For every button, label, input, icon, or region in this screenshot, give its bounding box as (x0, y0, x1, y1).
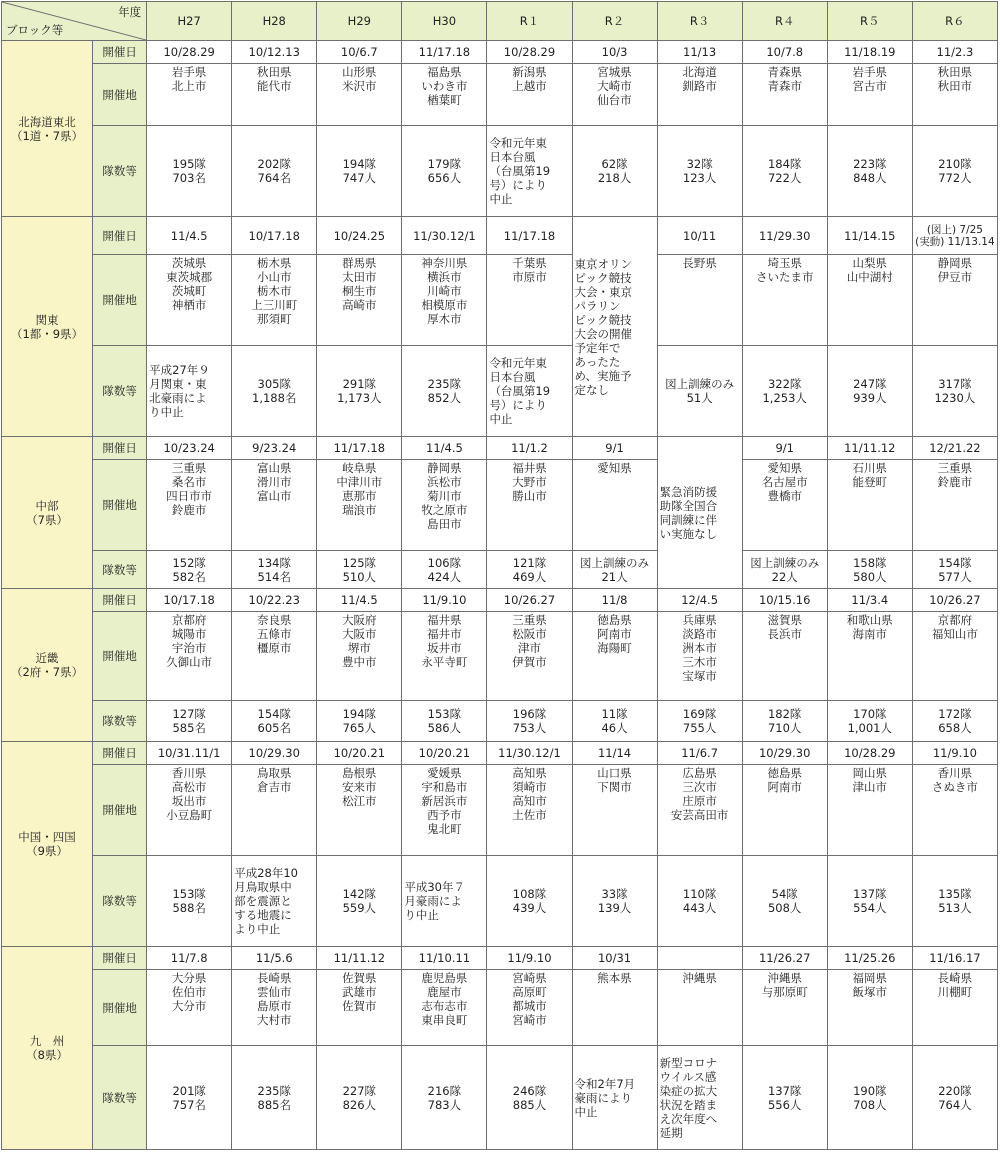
venue-cell: 愛知県 (572, 460, 657, 551)
teams-cell: 235隊 885名 (232, 1046, 317, 1150)
teams-cell: 図上訓練のみ 51人 (657, 346, 742, 437)
teams-cell: 108隊 439人 (487, 856, 572, 947)
year-header: R１ (487, 2, 572, 41)
date-row (2, 947, 998, 970)
date-row (2, 41, 998, 64)
block-name: 北海道東北 （1道・7県） (2, 41, 93, 217)
date-cell: 11/26.27 (742, 947, 827, 970)
venue-cell: 岐阜県 中津川市 恵那市 瑞浪市 (317, 460, 402, 551)
date-cell: 11/3.4 (827, 589, 912, 612)
teams-row (2, 551, 998, 589)
teams-cell: 125隊 510人 (317, 551, 402, 589)
venue-cell: 長野県 (657, 255, 742, 346)
row-label-venue: 開催地 (93, 460, 147, 551)
date-cell: 10/28.29 (147, 41, 232, 64)
venue-cell: 愛知県 名古屋市 豊橋市 (742, 460, 827, 551)
date-cell: 10/3 (572, 41, 657, 64)
teams-row (2, 126, 998, 217)
date-cell: 11/6.7 (657, 742, 742, 765)
teams-cell: 317隊 1230人 (912, 346, 997, 437)
date-cell: 11/17.18 (402, 41, 487, 64)
date-cell: 11/17.18 (487, 217, 572, 255)
date-cell: 10/26.27 (912, 589, 997, 612)
teams-cell: 152隊 582名 (147, 551, 232, 589)
teams-cell: 11隊 46人 (572, 701, 657, 742)
venue-cell: 沖縄県 (657, 970, 742, 1046)
venue-cell: 徳島県 阿南市 (742, 765, 827, 856)
teams-cell: 195隊 703名 (147, 126, 232, 217)
row-label-venue: 開催地 (93, 970, 147, 1046)
venue-cell: 長崎県 川棚町 (912, 970, 997, 1046)
teams-cell: 137隊 556人 (742, 1046, 827, 1150)
teams-cell: 137隊 554人 (827, 856, 912, 947)
date-cell: 11/14.15 (827, 217, 912, 255)
venue-cell: 徳島県 阿南市 海陽町 (572, 612, 657, 701)
venue-row (2, 255, 998, 346)
venue-row (2, 612, 998, 701)
venue-cell: 新潟県 上越市 (487, 64, 572, 126)
block-name: 近畿 （2府・7県） (2, 589, 93, 742)
date-cell: 10/26.27 (487, 589, 572, 612)
date-cell: 11/29.30 (742, 217, 827, 255)
date-cell: 10/11 (657, 217, 742, 255)
date-cell: 10/7.8 (742, 41, 827, 64)
venue-cell: 滋賀県 長浜市 (742, 612, 827, 701)
teams-note-cell: 平成27年９ 月関東・東 北豪雨によ り中止 (147, 346, 232, 437)
date-cell: 11/9.10 (912, 742, 997, 765)
date-cell: 11/11.12 (317, 947, 402, 970)
date-cell: 11/8 (572, 589, 657, 612)
teams-cell: 235隊 852人 (402, 346, 487, 437)
r2-cancellation-note: 東京オリン ピック競技 大会・東京 パラリン ピック競技 大会の開催 予定年で あったた め、実施予 定なし (572, 217, 657, 437)
teams-cell: 33隊 139人 (572, 856, 657, 947)
date-row (2, 437, 998, 460)
date-cell: 10/20.21 (402, 742, 487, 765)
teams-cell: 210隊 772人 (912, 126, 997, 217)
row-label-teams: 隊数等 (93, 856, 147, 947)
teams-row (2, 346, 998, 437)
date-row (2, 217, 998, 255)
teams-cell: 182隊 710人 (742, 701, 827, 742)
venue-cell: 福井県 福井市 坂井市 永平寺町 (402, 612, 487, 701)
teams-note-cell: 平成28年10 月鳥取県中 部を震源と する地震に より中止 (232, 856, 317, 947)
venue-cell: 香川県 高松市 坂出市 小豆島町 (147, 765, 232, 856)
teams-cell: 62隊 218人 (572, 126, 657, 217)
venue-cell: 山口県 下関市 (572, 765, 657, 856)
venue-cell: 島根県 安来市 松江市 (317, 765, 402, 856)
date-cell: 11/1.2 (487, 437, 572, 460)
date-cell (657, 947, 742, 970)
year-header: R４ (742, 2, 827, 41)
date-cell: 11/30.12/1 (487, 742, 572, 765)
venue-cell: 岡山県 津山市 (827, 765, 912, 856)
teams-cell: 172隊 658人 (912, 701, 997, 742)
venue-cell: 埼玉県 さいたま市 (742, 255, 827, 346)
row-label-date: 開催日 (93, 742, 147, 765)
date-cell: 10/24.25 (317, 217, 402, 255)
year-header: R２ (572, 2, 657, 41)
teams-cell: 142隊 559人 (317, 856, 402, 947)
date-cell: 10/17.18 (147, 589, 232, 612)
date-cell: 11/11.12 (827, 437, 912, 460)
teams-cell: 54隊 508人 (742, 856, 827, 947)
row-label-venue: 開催地 (93, 64, 147, 126)
teams-cell: 194隊 765人 (317, 701, 402, 742)
venue-cell: 熊本県 (572, 970, 657, 1046)
teams-cell: 184隊 722人 (742, 126, 827, 217)
teams-cell: 322隊 1,253人 (742, 346, 827, 437)
venue-cell: 青森県 青森市 (742, 64, 827, 126)
teams-cell: 291隊 1,173人 (317, 346, 402, 437)
teams-cell: 154隊 577人 (912, 551, 997, 589)
teams-cell: 305隊 1,188名 (232, 346, 317, 437)
row-label-teams: 隊数等 (93, 1046, 147, 1150)
date-cell: 11/7.8 (147, 947, 232, 970)
corner-year-label: 年度 (118, 5, 142, 19)
venue-cell: 三重県 鈴鹿市 (912, 460, 997, 551)
drill-schedule-table (1, 1, 998, 1150)
venue-cell: 栃木県 小山市 栃木市 上三川町 那須町 (232, 255, 317, 346)
venue-cell: 福島県 いわき市 楢葉町 (402, 64, 487, 126)
year-header: H27 (147, 2, 232, 41)
header-row (2, 2, 998, 41)
venue-cell: 茨城県 東茨城郡 茨城町 神栖市 (147, 255, 232, 346)
teams-cell: 201隊 757名 (147, 1046, 232, 1150)
venue-row (2, 460, 998, 551)
venue-cell: 和歌山県 海南市 (827, 612, 912, 701)
teams-cell: 図上訓練のみ 22人 (742, 551, 827, 589)
teams-row (2, 701, 998, 742)
teams-cell: 216隊 783人 (402, 1046, 487, 1150)
date-cell: 9/1 (742, 437, 827, 460)
date-cell: 10/31 (572, 947, 657, 970)
row-label-teams: 隊数等 (93, 551, 147, 589)
venue-cell: 秋田県 能代市 (232, 64, 317, 126)
venue-cell: 大分県 佐伯市 大分市 (147, 970, 232, 1046)
venue-cell: 高知県 須崎市 高知市 土佐市 (487, 765, 572, 856)
date-cell: 11/14 (572, 742, 657, 765)
teams-cell: 202隊 764名 (232, 126, 317, 217)
venue-cell: 三重県 桑名市 四日市市 鈴鹿市 (147, 460, 232, 551)
date-cell: 10/15.16 (742, 589, 827, 612)
venue-cell: 富山県 滑川市 富山市 (232, 460, 317, 551)
teams-cell: 169隊 755人 (657, 701, 742, 742)
venue-cell: 山形県 米沢市 (317, 64, 402, 126)
date-cell: 10/31.11/1 (147, 742, 232, 765)
venue-cell: 佐賀県 武雄市 佐賀市 (317, 970, 402, 1046)
venue-cell: 三重県 松阪市 津市 伊賀市 (487, 612, 572, 701)
venue-cell: 福井県 大野市 勝山市 (487, 460, 572, 551)
teams-cell: 153隊 588名 (147, 856, 232, 947)
date-cell: 10/23.24 (147, 437, 232, 460)
venue-cell: 宮城県 大崎市 仙台市 (572, 64, 657, 126)
block-name: 関東 （1都・9県） (2, 217, 93, 437)
venue-cell: 宮崎県 高原町 都城市 宮崎市 (487, 970, 572, 1046)
date-row (2, 589, 998, 612)
date-row (2, 742, 998, 765)
teams-cell: 227隊 826人 (317, 1046, 402, 1150)
teams-cell: 32隊 123人 (657, 126, 742, 217)
venue-cell: 京都府 福知山市 (912, 612, 997, 701)
date-cell: 11/2.3 (912, 41, 997, 64)
teams-note-cell: 令和2年7月 豪雨により 中止 (572, 1046, 657, 1150)
venue-cell: 奈良県 五條市 橿原市 (232, 612, 317, 701)
teams-cell: 158隊 580人 (827, 551, 912, 589)
date-cell: 11/9.10 (402, 589, 487, 612)
venue-cell: 千葉県 市原市 (487, 255, 572, 346)
date-cell: (図上) 7/25 (実動) 11/13.14 (912, 217, 997, 255)
date-cell: 11/16.17 (912, 947, 997, 970)
date-cell: 12/4.5 (657, 589, 742, 612)
year-header: H28 (232, 2, 317, 41)
teams-cell: 247隊 939人 (827, 346, 912, 437)
venue-row (2, 64, 998, 126)
teams-cell: 153隊 586人 (402, 701, 487, 742)
date-cell: 11/10.11 (402, 947, 487, 970)
date-cell: 10/28.29 (487, 41, 572, 64)
teams-row (2, 1046, 998, 1150)
year-header: H30 (402, 2, 487, 41)
date-cell: 11/30.12/1 (402, 217, 487, 255)
venue-cell: 静岡県 浜松市 菊川市 牧之原市 島田市 (402, 460, 487, 551)
venue-cell: 兵庫県 淡路市 洲本市 三木市 宝塚市 (657, 612, 742, 701)
year-header: R３ (657, 2, 742, 41)
teams-cell: 170隊 1,001人 (827, 701, 912, 742)
venue-cell: 鳥取県 倉吉市 (232, 765, 317, 856)
corner-header (2, 2, 147, 41)
venue-cell: 大阪府 大阪市 堺市 豊中市 (317, 612, 402, 701)
teams-cell: 106隊 424人 (402, 551, 487, 589)
r3-cancellation-note: 緊急消防援 助隊全国合 同訓練に伴 い実施なし (657, 437, 742, 589)
teams-cell: 134隊 514名 (232, 551, 317, 589)
teams-cell: 190隊 708人 (827, 1046, 912, 1150)
venue-cell: 広島県 三次市 庄原市 安芸高田市 (657, 765, 742, 856)
venue-cell: 福岡県 飯塚市 (827, 970, 912, 1046)
teams-cell: 223隊 848人 (827, 126, 912, 217)
row-label-venue: 開催地 (93, 255, 147, 346)
block-name: 中国・四国 （9県） (2, 742, 93, 947)
teams-row (2, 856, 998, 947)
date-cell: 11/25.26 (827, 947, 912, 970)
row-label-date: 開催日 (93, 589, 147, 612)
venue-cell: 長崎県 雲仙市 島原市 大村市 (232, 970, 317, 1046)
date-cell: 10/29.30 (232, 742, 317, 765)
row-label-venue: 開催地 (93, 765, 147, 856)
date-cell: 10/12.13 (232, 41, 317, 64)
year-header: H29 (317, 2, 402, 41)
date-cell: 11/4.5 (147, 217, 232, 255)
date-cell: 12/21.22 (912, 437, 997, 460)
venue-cell: 静岡県 伊豆市 (912, 255, 997, 346)
row-label-teams: 隊数等 (93, 346, 147, 437)
row-label-teams: 隊数等 (93, 126, 147, 217)
venue-cell: 沖縄県 与那原町 (742, 970, 827, 1046)
date-cell: 11/13 (657, 41, 742, 64)
year-header: R５ (827, 2, 912, 41)
venue-cell: 岩手県 宮古市 (827, 64, 912, 126)
venue-cell: 鹿児島県 鹿屋市 志布志市 東串良町 (402, 970, 487, 1046)
date-cell: 11/17.18 (317, 437, 402, 460)
teams-cell: 121隊 469人 (487, 551, 572, 589)
teams-cell: 194隊 747人 (317, 126, 402, 217)
venue-cell: 愛媛県 宇和島市 新居浜市 西予市 鬼北町 (402, 765, 487, 856)
date-cell: 10/6.7 (317, 41, 402, 64)
block-name: 中部 （7県） (2, 437, 93, 589)
venue-cell: 秋田県 秋田市 (912, 64, 997, 126)
teams-note-cell: 新型コロナ ウイルス感 染症の拡大 状況を踏ま え次年度へ 延期 (657, 1046, 742, 1150)
corner-block-label: ブロック等 (6, 23, 64, 37)
venue-cell: 神奈川県 横浜市 川崎市 相模原市 厚木市 (402, 255, 487, 346)
year-header: R６ (912, 2, 997, 41)
venue-cell: 香川県 さぬき市 (912, 765, 997, 856)
teams-cell: 127隊 585名 (147, 701, 232, 742)
row-label-date: 開催日 (93, 217, 147, 255)
row-label-teams: 隊数等 (93, 701, 147, 742)
date-cell: 10/22.23 (232, 589, 317, 612)
date-cell: 11/9.10 (487, 947, 572, 970)
row-label-venue: 開催地 (93, 612, 147, 701)
teams-note-cell: 令和元年東 日本台風 （台風第19 号）により 中止 (487, 126, 572, 217)
venue-row (2, 765, 998, 856)
venue-cell: 山梨県 山中湖村 (827, 255, 912, 346)
date-cell: 9/23.24 (232, 437, 317, 460)
teams-cell: 135隊 513人 (912, 856, 997, 947)
venue-cell: 石川県 能登町 (827, 460, 912, 551)
teams-cell: 246隊 885人 (487, 1046, 572, 1150)
block-name: 九 州 （8県） (2, 947, 93, 1150)
teams-cell: 179隊 656人 (402, 126, 487, 217)
venue-cell: 群馬県 太田市 桐生市 高崎市 (317, 255, 402, 346)
date-cell: 10/28.29 (827, 742, 912, 765)
teams-cell: 154隊 605名 (232, 701, 317, 742)
teams-cell: 110隊 443人 (657, 856, 742, 947)
date-cell: 11/4.5 (317, 589, 402, 612)
date-cell: 11/18.19 (827, 41, 912, 64)
venue-cell: 京都府 城陽市 宇治市 久御山市 (147, 612, 232, 701)
teams-note-cell: 令和元年東 日本台風 （台風第19 号）により 中止 (487, 346, 572, 437)
date-cell: 9/1 (572, 437, 657, 460)
date-cell: 11/5.6 (232, 947, 317, 970)
venue-cell: 北海道 釧路市 (657, 64, 742, 126)
date-cell: 10/17.18 (232, 217, 317, 255)
row-label-date: 開催日 (93, 947, 147, 970)
date-cell: 10/29.30 (742, 742, 827, 765)
teams-cell: 196隊 753人 (487, 701, 572, 742)
date-cell: 11/4.5 (402, 437, 487, 460)
venue-cell: 岩手県 北上市 (147, 64, 232, 126)
teams-note-cell: 平成30年７ 月豪雨によ り中止 (402, 856, 487, 947)
teams-cell: 220隊 764人 (912, 1046, 997, 1150)
row-label-date: 開催日 (93, 41, 147, 64)
row-label-date: 開催日 (93, 437, 147, 460)
venue-row (2, 970, 998, 1046)
date-cell: 10/20.21 (317, 742, 402, 765)
teams-cell: 図上訓練のみ 21人 (572, 551, 657, 589)
